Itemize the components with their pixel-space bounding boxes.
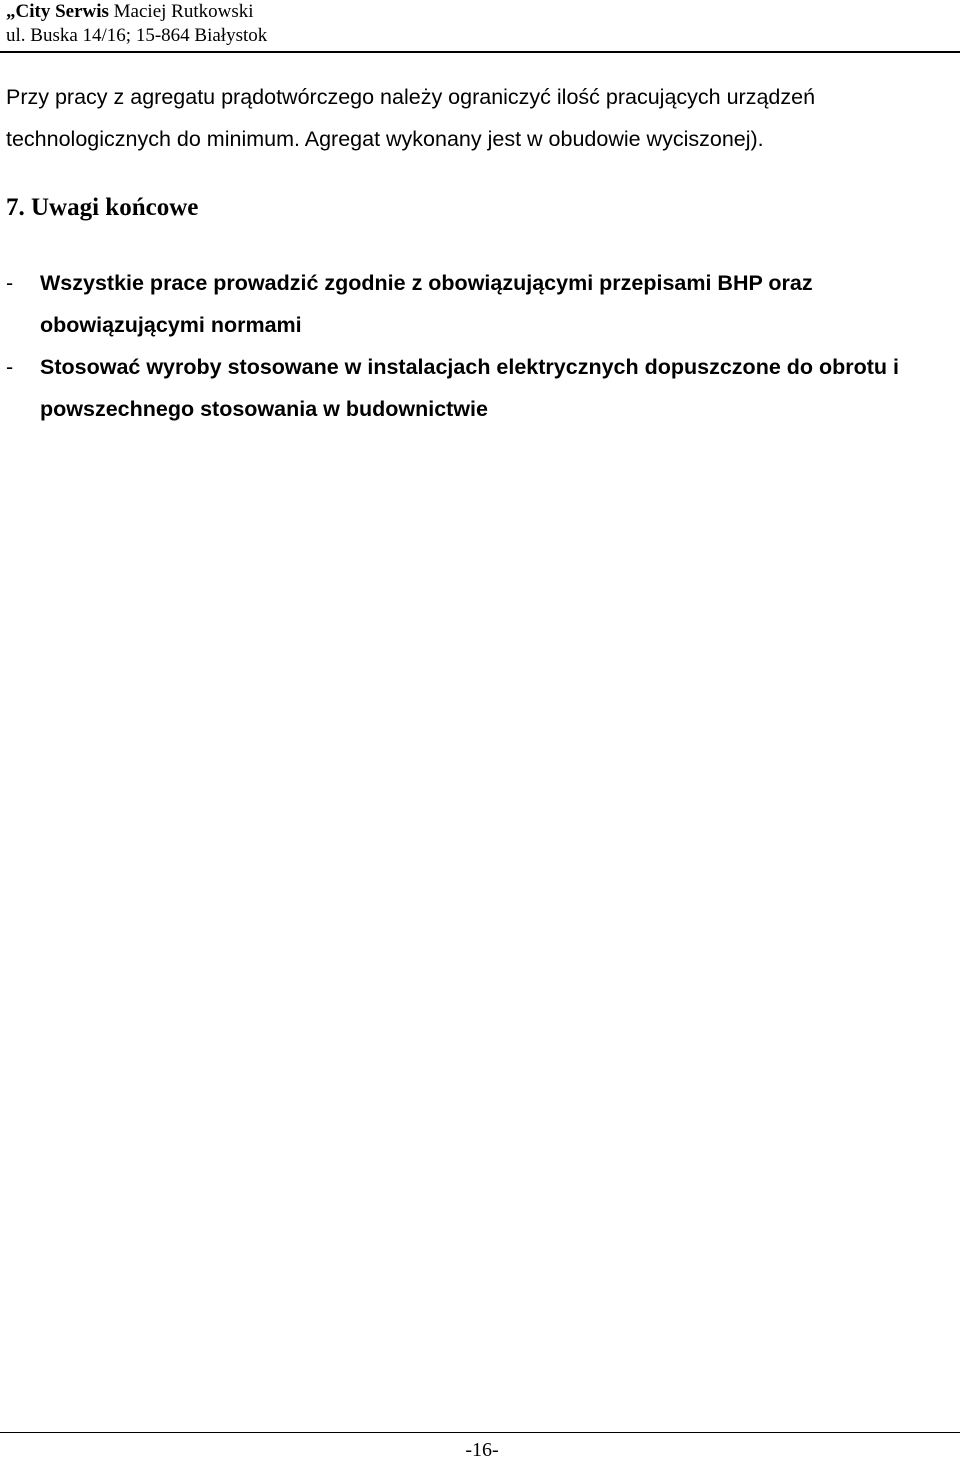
page-header — [6, 0, 956, 48]
list-item — [6, 262, 946, 346]
list-marker: - — [6, 271, 14, 295]
list-item-text: Stosować wyroby stosowane w instalacjach elektrycznych dopuszczone do obrotu i powszechnego stosowania w budownictwie — [40, 355, 900, 421]
list-item-text: Wszystkie prace prowadzić zgodnie z obowiązującymi przepisami BHP oraz obowiązującymi normami — [40, 271, 813, 337]
header-company-line — [6, 0, 956, 24]
remarks-list — [6, 262, 946, 430]
section-heading: 7. Uwagi końcowe — [6, 194, 199, 221]
page-number: -16- — [465, 1439, 499, 1461]
intro-paragraph: Przy pracy z agregatu prądotwórczego należy ograniczyć ilość pracujących urządzeń technologicznych do minimum. Agregat wykonany jest w obudowie wyciszonej). — [6, 85, 816, 151]
header-divider — [0, 51, 960, 53]
list-item — [6, 346, 946, 430]
footer-divider — [0, 1432, 960, 1433]
company-address: ul. Buska 14/16; 15-864 Białystok — [6, 25, 268, 46]
list-marker: - — [6, 355, 14, 379]
owner-name: Maciej Rutkowski — [113, 1, 254, 22]
company-name: „City Serwis — [6, 1, 109, 22]
